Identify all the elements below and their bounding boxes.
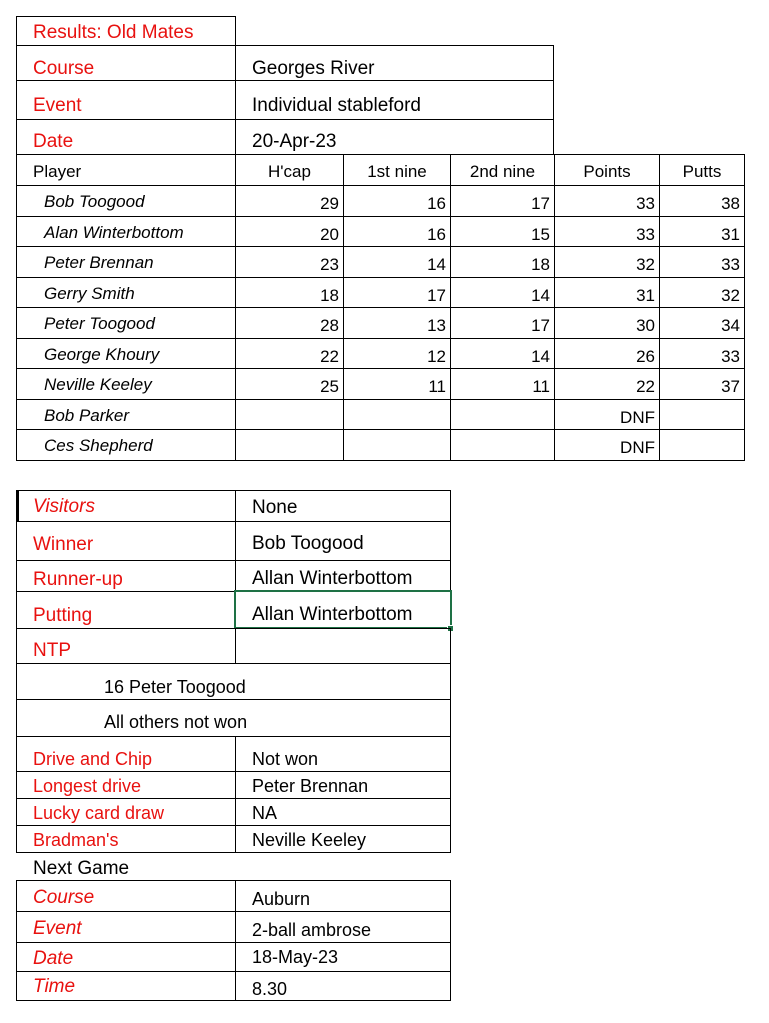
cell-first: 13 [427, 316, 446, 335]
player-name: Neville Keeley [44, 375, 152, 394]
putting-value: Allan Winterbottom [252, 604, 413, 625]
winner-value: Bob Toogood [252, 533, 364, 554]
cell-first: 16 [427, 225, 446, 244]
next-date-label: Date [33, 948, 74, 969]
cell-points: 33 [636, 194, 655, 213]
results-title: Results: Old Mates [33, 22, 194, 43]
cell-points: 22 [636, 377, 655, 396]
course-label: Course [33, 58, 95, 79]
next-game-heading: Next Game [33, 858, 130, 879]
ntp-line2: All others not won [104, 712, 248, 732]
bradman-label: Bradman's [33, 830, 119, 850]
column-header-0: Player [33, 162, 82, 181]
next-event-label: Event [33, 918, 82, 939]
cell-hcap: 18 [320, 286, 339, 305]
cell-putts: 38 [721, 194, 740, 213]
player-name: Bob Toogood [44, 192, 145, 211]
runnerup-value: Allan Winterbottom [252, 568, 413, 589]
cell-first: 16 [427, 194, 446, 213]
lucky-value: NA [252, 803, 278, 823]
cell-hcap: 25 [320, 377, 339, 396]
visitors-value: None [252, 497, 298, 518]
cell-second: 14 [531, 286, 550, 305]
cell-points: 33 [636, 225, 655, 244]
ntp-line1: 16 Peter Toogood [104, 677, 246, 697]
cell-putts: 33 [721, 347, 740, 366]
table-row-8-cell-putts[interactable] [659, 429, 745, 461]
date-value: 20-Apr-23 [252, 131, 337, 152]
cell-points: DNF [620, 408, 655, 427]
next-course-label: Course [33, 887, 95, 908]
cell-first: 11 [428, 377, 446, 396]
next-time-label: Time [33, 976, 76, 997]
event-value: Individual stableford [252, 95, 421, 116]
next-course-value: Auburn [252, 889, 311, 909]
table-row-7-cell-first[interactable] [343, 399, 451, 430]
cell-hcap: 22 [320, 347, 339, 366]
cell-hcap: 23 [320, 255, 339, 274]
cell-putts: 37 [721, 377, 740, 396]
cell-putts: 31 [721, 225, 740, 244]
next-event-value: 2-ball ambrose [252, 920, 372, 940]
column-header-4: Points [583, 162, 631, 181]
cell-second: 17 [531, 194, 550, 213]
player-name: Peter Toogood [44, 314, 155, 333]
putting-label: Putting [33, 605, 93, 626]
cell-second: 18 [531, 255, 550, 274]
course-value: Georges River [252, 58, 375, 79]
cell-second: 11 [532, 377, 550, 396]
table-row-8-cell-first[interactable] [343, 429, 451, 461]
cell-points: 26 [636, 347, 655, 366]
player-name: Ces Shepherd [44, 436, 153, 455]
drive-label: Drive and Chip [33, 749, 153, 769]
bradman-value: Neville Keeley [252, 830, 367, 850]
cell-second: 15 [531, 225, 550, 244]
player-name: Alan Winterbottom [44, 223, 184, 242]
cell-putts: 33 [721, 255, 740, 274]
cell-points: 31 [636, 286, 655, 305]
cell-hcap: 28 [320, 316, 339, 335]
cell-points: 32 [636, 255, 655, 274]
ntp-value-cell[interactable] [235, 628, 451, 664]
table-row-7-cell-putts[interactable] [659, 399, 745, 430]
cell-hcap: 20 [320, 225, 339, 244]
column-header-1: H'cap [268, 162, 311, 181]
player-name: Peter Brennan [44, 253, 154, 272]
cell-points: DNF [620, 438, 655, 457]
column-header-3: 2nd nine [469, 162, 536, 181]
longest-label: Longest drive [33, 776, 142, 796]
next-time-value: 8.30 [252, 979, 288, 999]
cell-second: 14 [531, 347, 550, 366]
longest-value: Peter Brennan [252, 776, 369, 796]
ntp-label: NTP [33, 640, 71, 661]
table-row-7-cell-hcap[interactable] [235, 399, 344, 430]
cell-first: 14 [427, 255, 446, 274]
column-header-2: 1st nine [367, 162, 427, 181]
player-name: George Khoury [44, 345, 160, 364]
cell-second: 17 [531, 316, 550, 335]
visitors-label: Visitors [33, 496, 95, 517]
event-label: Event [33, 95, 82, 116]
table-row-8-cell-second[interactable] [450, 429, 555, 461]
cell-first: 12 [427, 347, 446, 366]
winner-label: Winner [33, 534, 94, 555]
table-row-7-cell-second[interactable] [450, 399, 555, 430]
cell-points: 30 [636, 316, 655, 335]
lucky-label: Lucky card draw [33, 803, 165, 823]
cell-selection-outline[interactable] [234, 590, 452, 629]
cell-hcap: 29 [320, 194, 339, 213]
player-name: Bob Parker [44, 406, 130, 425]
drive-value: Not won [252, 749, 319, 769]
cell-putts: 34 [721, 316, 740, 335]
date-label: Date [33, 131, 74, 152]
cell-first: 17 [427, 286, 446, 305]
runnerup-label: Runner-up [33, 569, 123, 590]
table-row-8-cell-hcap[interactable] [235, 429, 344, 461]
cell-putts: 32 [721, 286, 740, 305]
column-header-5: Putts [682, 162, 722, 181]
player-name: Gerry Smith [44, 284, 135, 303]
next-date-value: 18-May-23 [252, 947, 339, 967]
